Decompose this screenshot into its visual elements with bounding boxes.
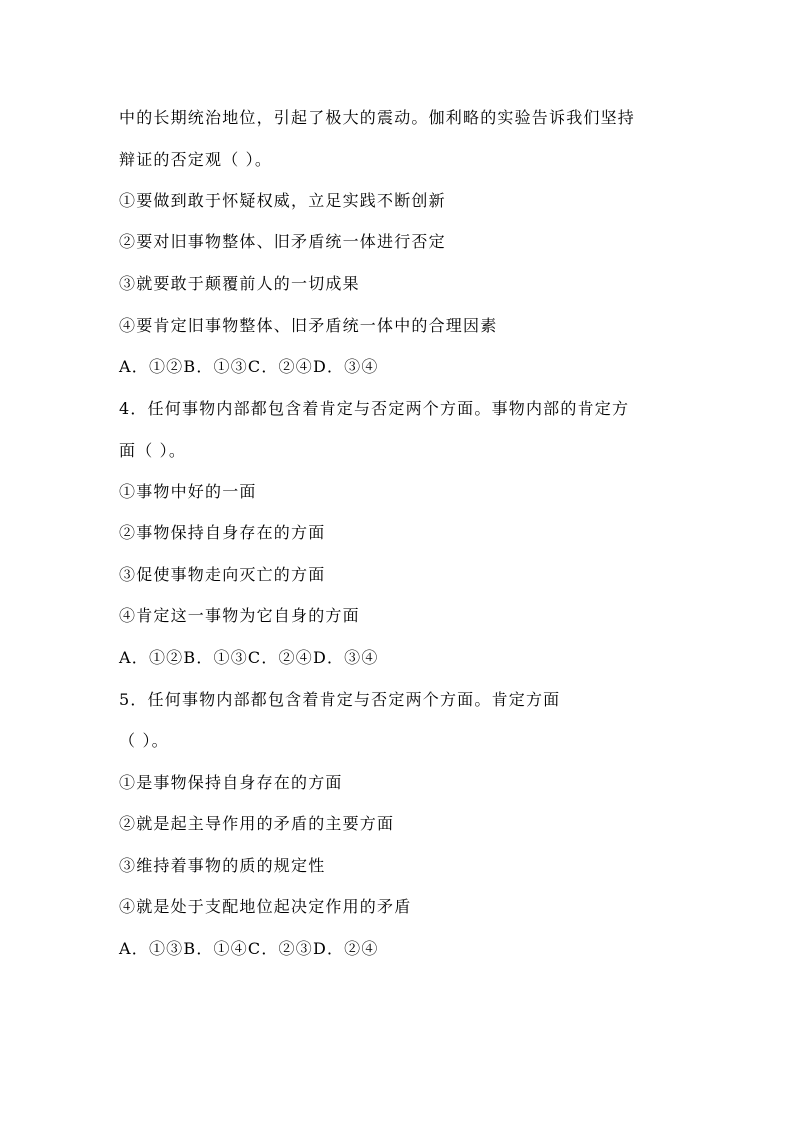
q5-stem-line-2: （ ）。 bbox=[119, 731, 169, 750]
q5-option-4: ④就是处于支配地位起决定作用的矛盾 bbox=[119, 897, 412, 916]
q3-option-2: ②要对旧事物整体、旧矛盾统一体进行否定 bbox=[119, 232, 446, 251]
q5-option-3: ③维持着事物的质的规定性 bbox=[119, 856, 326, 875]
q4-stem-line-1: 4．任何事物内部都包含着肯定与否定两个方面。事物内部的肯定方 bbox=[119, 399, 630, 418]
q3-option-3: ③就要敢于颠覆前人的一切成果 bbox=[119, 274, 360, 293]
q5-option-1: ①是事物保持自身存在的方面 bbox=[119, 773, 343, 792]
q4-answer-choices: A．①②B．①③C．②④D．③④ bbox=[119, 648, 379, 667]
q5-answer-choices: A．①③B．①④C．②③D．②④ bbox=[119, 939, 379, 958]
q4-option-3: ③促使事物走向灭亡的方面 bbox=[119, 565, 326, 584]
q3-option-4: ④要肯定旧事物整体、旧矛盾统一体中的合理因素 bbox=[119, 316, 498, 335]
q3-option-1: ①要做到敢于怀疑权威，立足实践不断创新 bbox=[119, 191, 446, 210]
q4-option-4: ④肯定这一事物为它自身的方面 bbox=[119, 606, 360, 625]
q3-stem-line-2: 辩证的否定观（ ）。 bbox=[119, 150, 273, 169]
q4-option-2: ②事物保持自身存在的方面 bbox=[119, 523, 326, 542]
q4-option-1: ①事物中好的一面 bbox=[119, 482, 257, 501]
q3-stem-line-1: 中的长期统治地位，引起了极大的震动。伽利略的实验告诉我们坚持 bbox=[119, 108, 636, 127]
q5-option-2: ②就是起主导作用的矛盾的主要方面 bbox=[119, 814, 395, 833]
q4-stem-line-2: 面（ ）。 bbox=[119, 441, 187, 460]
q3-answer-choices: A．①②B．①③C．②④D．③④ bbox=[119, 357, 379, 376]
q5-stem-line-1: 5．任何事物内部都包含着肯定与否定两个方面。肯定方面 bbox=[119, 690, 561, 709]
